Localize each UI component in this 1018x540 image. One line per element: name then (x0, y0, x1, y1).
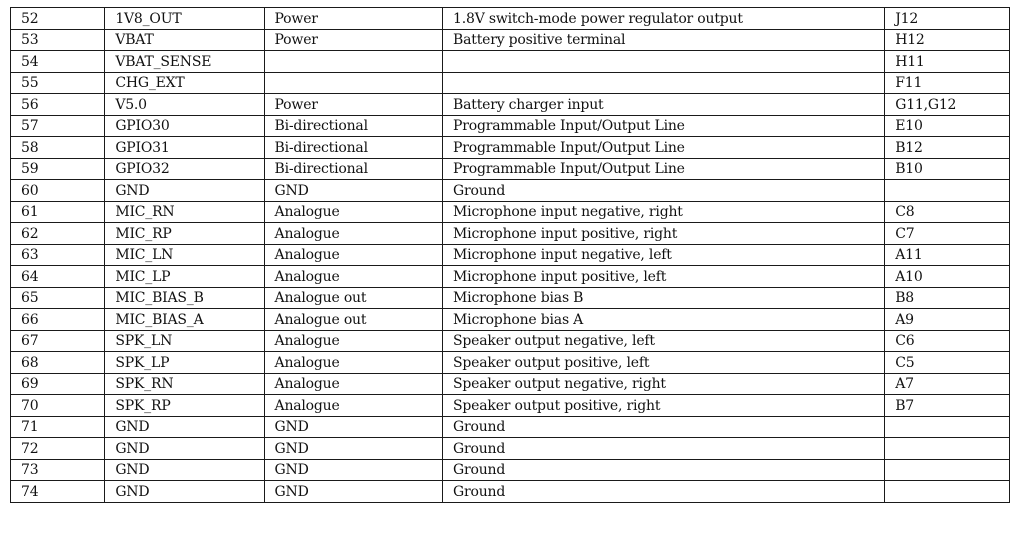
pin-number-cell: 70 (11, 395, 105, 417)
ball-location-cell (885, 459, 1010, 481)
pin-name-cell: GND (105, 481, 264, 503)
table-row (11, 309, 1010, 331)
pin-type-cell (264, 72, 443, 94)
pin-type-cell: Analogue (264, 266, 443, 288)
pin-name-cell: GPIO30 (105, 115, 264, 137)
ball-location-cell: A9 (885, 309, 1010, 331)
pin-description-cell: Microphone bias A (443, 309, 885, 331)
pin-table-page (10, 7, 1010, 503)
table-row (11, 51, 1010, 73)
pin-name-cell: VBAT_SENSE (105, 51, 264, 73)
ball-location-cell: H12 (885, 29, 1010, 51)
pin-type-cell: GND (264, 438, 443, 460)
pin-name-cell: GND (105, 416, 264, 438)
pin-type-cell: Power (264, 94, 443, 116)
pin-description-cell: Ground (443, 459, 885, 481)
pin-description-cell: Speaker output positive, right (443, 395, 885, 417)
pin-number-cell: 58 (11, 137, 105, 159)
pin-type-cell: Analogue (264, 373, 443, 395)
pin-number-cell: 55 (11, 72, 105, 94)
pin-name-cell: SPK_LN (105, 330, 264, 352)
table-row (11, 438, 1010, 460)
pin-number-cell: 64 (11, 266, 105, 288)
pin-name-cell: 1V8_OUT (105, 8, 264, 30)
pin-name-cell: SPK_RN (105, 373, 264, 395)
ball-location-cell (885, 180, 1010, 202)
table-row (11, 266, 1010, 288)
ball-location-cell: B8 (885, 287, 1010, 309)
pin-type-cell: Bi-directional (264, 115, 443, 137)
ball-location-cell: C5 (885, 352, 1010, 374)
pin-description-cell (443, 51, 885, 73)
table-row (11, 373, 1010, 395)
pin-description-cell: Ground (443, 416, 885, 438)
pin-number-cell: 73 (11, 459, 105, 481)
pin-number-cell: 74 (11, 481, 105, 503)
pin-name-cell: CHG_EXT (105, 72, 264, 94)
pin-type-cell: Analogue (264, 352, 443, 374)
ball-location-cell: C8 (885, 201, 1010, 223)
pin-number-cell: 69 (11, 373, 105, 395)
pin-description-cell: Battery charger input (443, 94, 885, 116)
table-row (11, 395, 1010, 417)
pin-name-cell: GPIO32 (105, 158, 264, 180)
ball-location-cell: B10 (885, 158, 1010, 180)
pin-number-cell: 61 (11, 201, 105, 223)
pin-type-cell: Analogue (264, 330, 443, 352)
pin-name-cell: GND (105, 438, 264, 460)
pin-type-cell: Analogue (264, 223, 443, 245)
pin-type-cell: Analogue out (264, 309, 443, 331)
pin-name-cell: GPIO31 (105, 137, 264, 159)
pin-description-cell: Programmable Input/Output Line (443, 137, 885, 159)
pin-number-cell: 54 (11, 51, 105, 73)
pin-type-cell: Power (264, 8, 443, 30)
pin-description-cell: Programmable Input/Output Line (443, 115, 885, 137)
ball-location-cell: A7 (885, 373, 1010, 395)
ball-location-cell: H11 (885, 51, 1010, 73)
table-row (11, 481, 1010, 503)
pin-number-cell: 65 (11, 287, 105, 309)
table-row (11, 72, 1010, 94)
pin-description-cell: Microphone input positive, right (443, 223, 885, 245)
pin-type-cell: Analogue (264, 395, 443, 417)
pin-description-cell: Microphone input negative, right (443, 201, 885, 223)
pin-name-cell: MIC_RP (105, 223, 264, 245)
pin-description-cell: Speaker output negative, left (443, 330, 885, 352)
pin-name-cell: MIC_RN (105, 201, 264, 223)
pin-number-cell: 67 (11, 330, 105, 352)
pin-number-cell: 72 (11, 438, 105, 460)
pin-type-cell: GND (264, 481, 443, 503)
table-row (11, 352, 1010, 374)
ball-location-cell: A11 (885, 244, 1010, 266)
pin-name-cell: SPK_RP (105, 395, 264, 417)
pin-number-cell: 60 (11, 180, 105, 202)
pin-description-cell: Microphone input positive, left (443, 266, 885, 288)
table-row (11, 8, 1010, 30)
ball-location-cell: F11 (885, 72, 1010, 94)
pin-number-cell: 53 (11, 29, 105, 51)
pin-type-cell: Bi-directional (264, 158, 443, 180)
ball-location-cell: J12 (885, 8, 1010, 30)
pin-description-cell: Ground (443, 481, 885, 503)
pin-name-cell: MIC_LP (105, 266, 264, 288)
table-row (11, 115, 1010, 137)
table-row (11, 158, 1010, 180)
pin-name-cell: MIC_LN (105, 244, 264, 266)
table-row (11, 29, 1010, 51)
table-row (11, 223, 1010, 245)
pin-description-cell: Microphone bias B (443, 287, 885, 309)
ball-location-cell: B7 (885, 395, 1010, 417)
table-row (11, 180, 1010, 202)
ball-location-cell: C6 (885, 330, 1010, 352)
pin-description-cell: Speaker output negative, right (443, 373, 885, 395)
pin-number-cell: 62 (11, 223, 105, 245)
pin-name-cell: V5.0 (105, 94, 264, 116)
pin-description-table (10, 7, 1010, 503)
pin-number-cell: 59 (11, 158, 105, 180)
pin-type-cell: Analogue (264, 201, 443, 223)
pin-number-cell: 71 (11, 416, 105, 438)
ball-location-cell: B12 (885, 137, 1010, 159)
ball-location-cell: E10 (885, 115, 1010, 137)
pin-number-cell: 66 (11, 309, 105, 331)
ball-location-cell (885, 438, 1010, 460)
pin-number-cell: 52 (11, 8, 105, 30)
table-row (11, 137, 1010, 159)
pin-name-cell: MIC_BIAS_A (105, 309, 264, 331)
table-row (11, 244, 1010, 266)
pin-type-cell: GND (264, 180, 443, 202)
pin-description-cell (443, 72, 885, 94)
pin-description-cell: Microphone input negative, left (443, 244, 885, 266)
table-row (11, 201, 1010, 223)
pin-number-cell: 68 (11, 352, 105, 374)
pin-description-cell: Ground (443, 180, 885, 202)
table-row (11, 287, 1010, 309)
pin-description-cell: Ground (443, 438, 885, 460)
pin-type-cell (264, 51, 443, 73)
ball-location-cell (885, 481, 1010, 503)
pin-name-cell: MIC_BIAS_B (105, 287, 264, 309)
pin-name-cell: SPK_LP (105, 352, 264, 374)
ball-location-cell: A10 (885, 266, 1010, 288)
pin-name-cell: GND (105, 180, 264, 202)
pin-description-cell: Battery positive terminal (443, 29, 885, 51)
pin-type-cell: GND (264, 459, 443, 481)
ball-location-cell: G11,G12 (885, 94, 1010, 116)
ball-location-cell: C7 (885, 223, 1010, 245)
pin-name-cell: GND (105, 459, 264, 481)
pin-number-cell: 56 (11, 94, 105, 116)
table-row (11, 416, 1010, 438)
pin-type-cell: Analogue (264, 244, 443, 266)
ball-location-cell (885, 416, 1010, 438)
pin-description-cell: Speaker output positive, left (443, 352, 885, 374)
pin-type-cell: GND (264, 416, 443, 438)
pin-type-cell: Power (264, 29, 443, 51)
table-row (11, 330, 1010, 352)
pin-description-cell: Programmable Input/Output Line (443, 158, 885, 180)
pin-number-cell: 57 (11, 115, 105, 137)
table-row (11, 459, 1010, 481)
table-row (11, 94, 1010, 116)
pin-number-cell: 63 (11, 244, 105, 266)
pin-name-cell: VBAT (105, 29, 264, 51)
pin-description-cell: 1.8V switch-mode power regulator output (443, 8, 885, 30)
pin-type-cell: Analogue out (264, 287, 443, 309)
pin-type-cell: Bi-directional (264, 137, 443, 159)
pin-table-body (11, 8, 1010, 503)
